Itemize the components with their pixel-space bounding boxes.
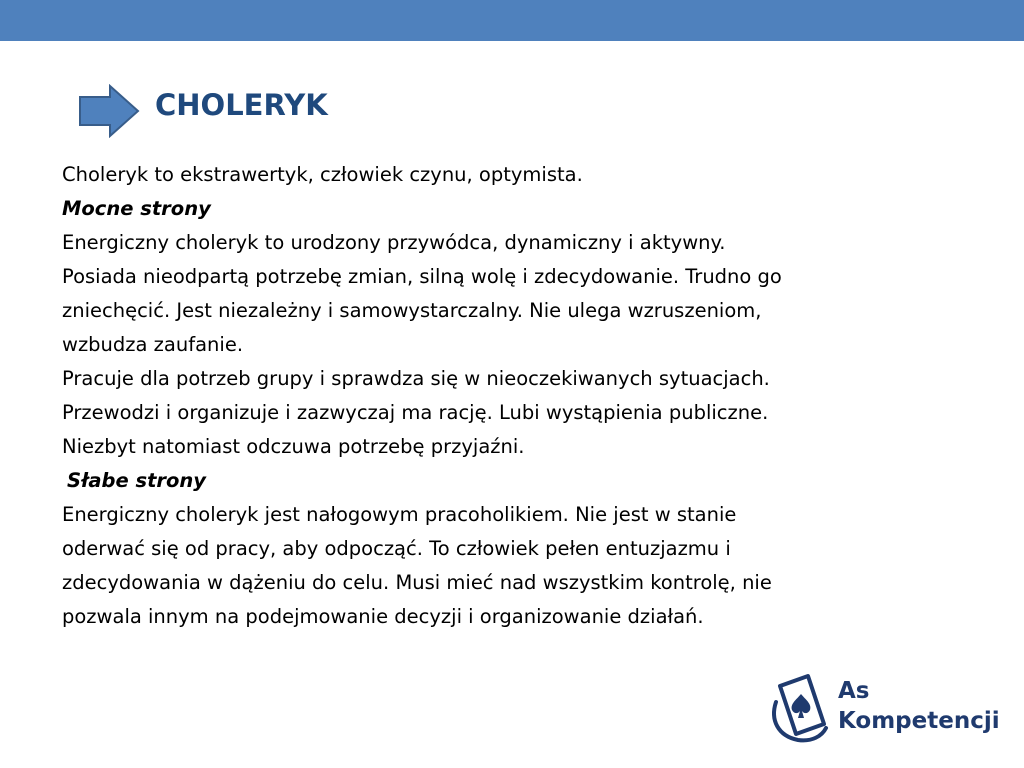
slide-body [62, 158, 962, 634]
body-line: Posiada nieodpartą potrzebę zmian, silną wolę i zdecydowanie. Trudno go [62, 265, 782, 288]
body-line: zdecydowania w dążeniu do celu. Musi mieć nad wszystkim kontrolę, nie [62, 571, 772, 594]
logo-text-line2: Kompetencji [838, 708, 1000, 734]
top-accent-bar [0, 0, 1024, 41]
logo [768, 672, 998, 744]
body-line: Pracuje dla potrzeb grupy i sprawdza się w nieoczekiwanych sytuacjach. [62, 367, 770, 390]
spade-card-icon [768, 672, 832, 744]
body-line: Niezbyt natomiast odczuwa potrzebę przyjaźni. [62, 435, 525, 458]
body-line: Energiczny choleryk to urodzony przywódca, dynamiczny i aktywny. [62, 231, 726, 254]
body-line: Energiczny choleryk jest nałogowym pracoholikiem. Nie jest w stanie [62, 503, 737, 526]
logo-text-line1: As [838, 678, 870, 704]
section-heading: Mocne strony [62, 197, 211, 220]
right-arrow-icon [78, 84, 140, 138]
body-line: Przewodzi i organizuje i zazwyczaj ma rację. Lubi wystąpienia publiczne. [62, 401, 769, 424]
body-line: zniechęcić. Jest niezależny i samowystarczalny. Nie ulega wzruszeniom, [62, 299, 762, 322]
body-line: Choleryk to ekstrawertyk, człowiek czynu, optymista. [62, 163, 583, 186]
slide-title: CHOLERYK [155, 88, 328, 122]
body-line: oderwać się od pracy, aby odpocząć. To człowiek pełen entuzjazmu i [62, 537, 731, 560]
body-line: wzbudza zaufanie. [62, 333, 244, 356]
body-line: pozwala innym na podejmowanie decyzji i organizowanie działań. [62, 605, 704, 628]
section-heading: Słabe strony [67, 469, 207, 492]
